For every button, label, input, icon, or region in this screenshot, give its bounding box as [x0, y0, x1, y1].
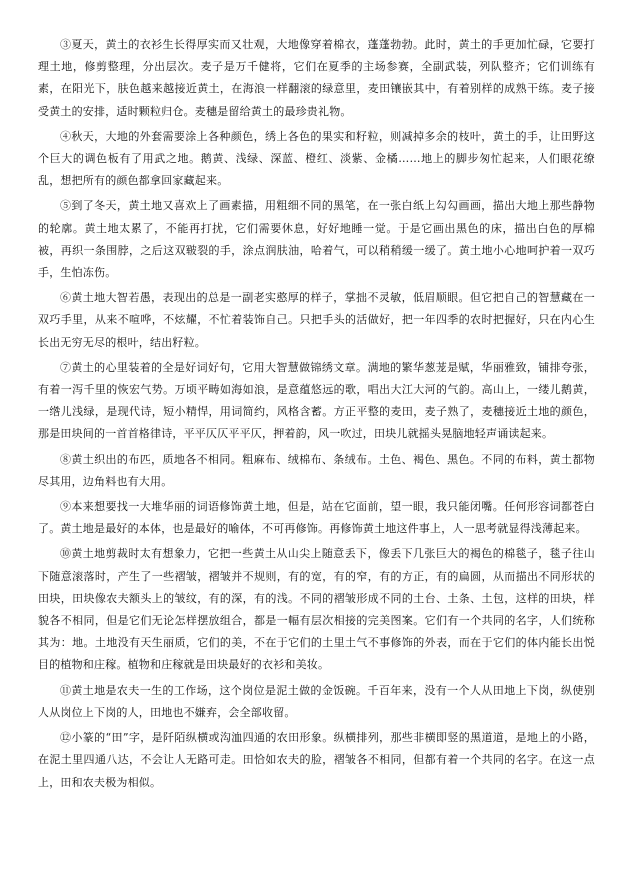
paragraph-11-workplace: ⑪黄土地是农夫一生的工作场，这个岗位是泥土做的金饭碗。千百年来，没有一个人从田地上下岗，纵使别人从岗位上下岗的人，田地也不嫌弃，会全部收留。: [38, 683, 595, 719]
paragraph-5-winter: ⑤到了冬天，黄土地又喜欢上了画素描，用粗细不同的黑笔，在一张白纸上勾勾画画，描出大地上那些静物的轮廓。黄土地太累了，不能再打扰，它们需要休息，好好地睡一觉。于是它画出黑色的床，描出白色的厚棉被，再织一条围脖，之后这双皲裂的手，涂点润肤油，哈着气，可以稍稍缓一缓了。黄土地小心地呵护着一双巧手，生怕冻伤。: [38, 199, 595, 280]
paragraph-9-words: ⑨本来想要找一大堆华丽的词语修饰黄土地，但是，站在它面前，望一眼，我只能闭嘴。任何形容词都苍白了。黄土地是最好的本体，也是最好的喻体，不可再修饰。再修饰黄土地这件事上，人一思考就显得浅薄起来。: [38, 500, 595, 536]
paragraph-4-autumn: ④秋天，大地的外套需要涂上各种颜色，绣上各色的果实和籽粒，则减掉多余的枝叶，黄土的手，让田野这个巨大的调色板有了用武之地。鹅黄、浅绿、深蓝、橙红、淡紫、金橘……地上的脚步匆忙起来，人们眼花缭乱，想把所有的颜色都拿回家藏起来。: [38, 129, 595, 188]
paragraph-6-wisdom: ⑥黄土地大智若愚，表现出的总是一副老实憨厚的样子，掌拙不灵敏，低眉顺眼。但它把自己的智慧藏在一双巧手里，从来不喧哗，不炫耀，不忙着装饰自己。只把手头的活做好，把一年四季的农时把握好，只在内心生长出无穷无尽的根叶，结出籽粒。: [38, 291, 595, 349]
paragraph-10-tailoring: ⑩黄土地剪裁时太有想象力，它把一些黄土从山尖上随意丢下，像丢下几张巨大的褐色的棉毯子，毯子往山下随意滚落时，产生了一些褶皱，褶皱并不规则，有的宽，有的窄，有的方正，有的扁圆，从而描出不同形状的田块，田块像农夫额头上的皱纹，有的深，有的浅。不同的褶皱形成不同的土台、土条、土包，这样的田块，样貌各不相同，但是它们无论怎样摆放组合，都是一幅有层次相接的完美图案。它们有一个共同的名字，人们统称其为：地。土地没有天生丽质，它们的美，不在于它们的土里土气不事修饰的外表，而在于它们的体内能长出悦目的植物和庄稼。植物和庄稼就是田块最好的衣衫和美妆。: [38, 547, 595, 672]
paragraph-3-summer: ③夏天，黄土的衣衫生长得厚实而又壮观，大地像穿着棉衣，蓬蓬勃勃。此时，黄土的手更加忙碌，它要打理土地，修剪整理，分出层次。麦子是万千健将，它们在夏季的主场参赛，全副武装，列队整齐；它们训练有素，在阳光下，肤色越来越接近黄土，在海浪一样翻滚的绿意里，麦田镶嵌其中，有着别样的成熟干练。麦子接受黄土的安排，适时颗粒归仓。麦穗是留给黄土的最珍贵礼物。: [38, 38, 595, 118]
paragraph-7-poetry: ⑦黄土的心里装着的全是好词好句，它用大智慧做锦绣文章。满地的繁华葱茏是赋，华丽雅致，铺排夸张，有着一泻千里的恢宏气势。万顷平畴如海如浪，是意蕴悠远的歌，唱出大江大河的气韵。高山上，一缕儿鹅黄，一绺儿浅绿，是现代诗，短小精悍，用词简约，风格含蓄。方正平整的麦田，麦子熟了，麦穗接近土地的颜色，那是田块间的一首首格律诗，平平仄仄平平仄，押着韵，风一吹过，田块儿就摇头晃脑地轻声诵读起来。: [38, 360, 595, 441]
paragraph-12-field-character: ⑫小篆的“田”字，是阡陌纵横或沟洫四通的农田形象。纵横排列，那些非横即竖的黑道道，是地上的小路，在泥土里四通八达，不会让人无路可走。田恰如农夫的脸，褶皱各不相同，但都有着一个共同的名字。在这一点上，田和农夫极为相似。: [38, 731, 595, 789]
paragraph-8-cloth: ⑧黄土织出的布匹，质地各不相同。粗麻布、绒棉布、条绒布。土色、褐色、黑色。不同的布料，黄土都物尽其用，边角料也有大用。: [38, 452, 595, 488]
